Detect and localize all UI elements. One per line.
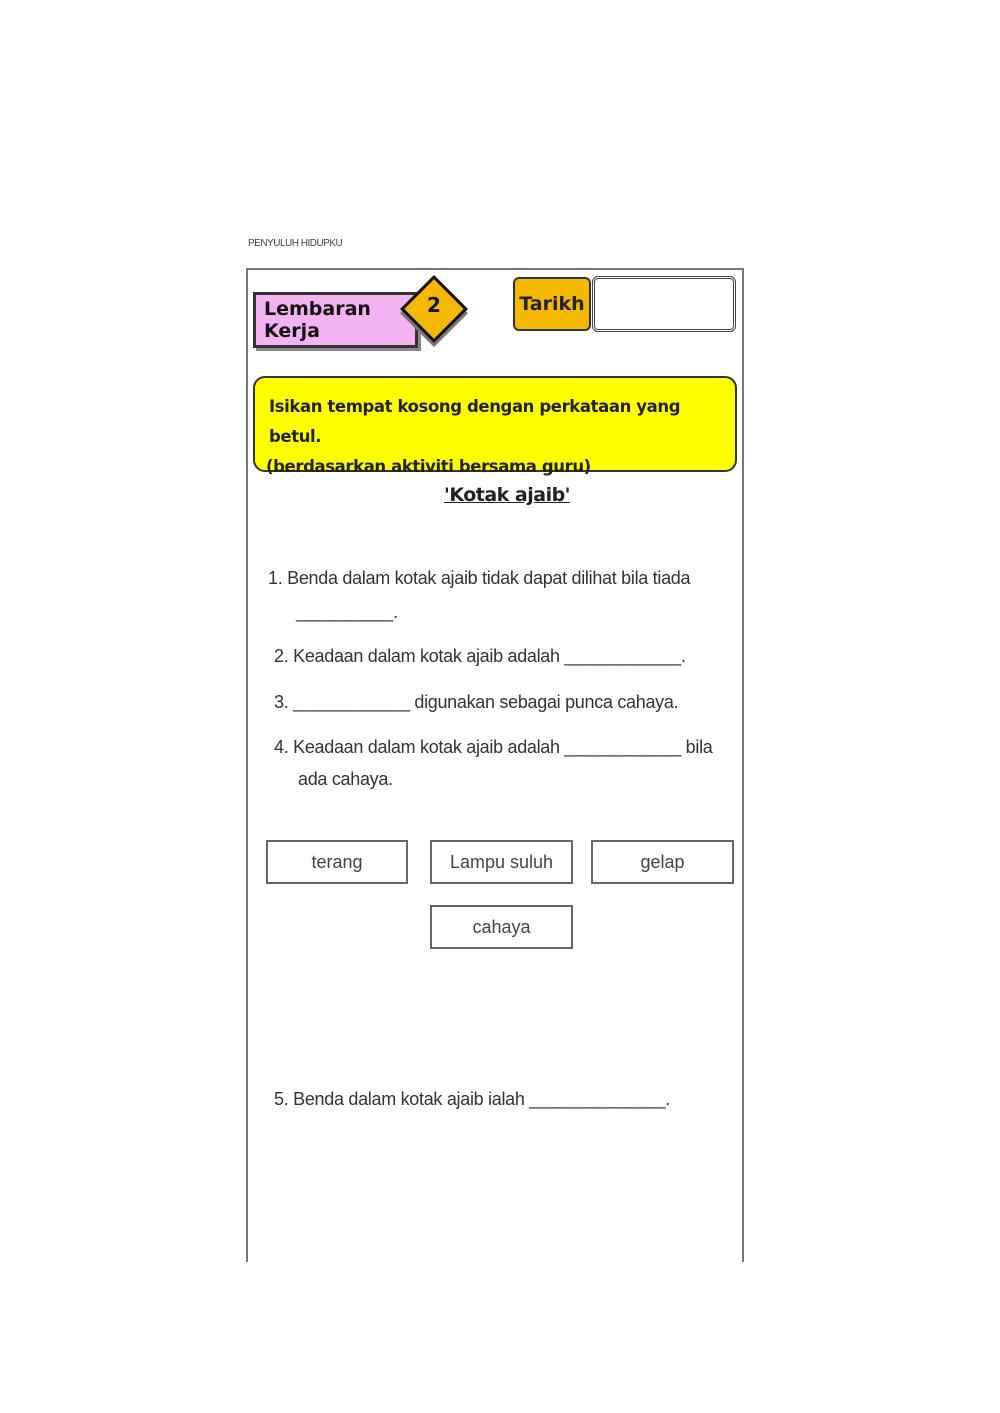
worksheet-number: 2 (427, 293, 441, 317)
word-bank-item[interactable]: cahaya (430, 905, 573, 949)
question-text[interactable]: ____________ digunakan sebagai punca cahaya. (293, 692, 679, 712)
word-bank-item[interactable]: terang (266, 840, 408, 884)
question-2 (274, 640, 686, 672)
question-4 (274, 731, 712, 763)
word-bank-item[interactable]: gelap (591, 840, 734, 884)
question-number: 3. (274, 692, 289, 712)
instruction-line-2: (berdasarkan aktiviti bersama guru) (266, 457, 591, 476)
worksheet-title: Lembaran Kerja (264, 298, 371, 342)
date-label: Tarikh (519, 293, 585, 315)
question-1-line-2[interactable]: __________. (296, 602, 398, 622)
question-text[interactable]: Benda dalam kotak ajaib ialah ______________. (293, 1089, 670, 1109)
question-1 (268, 562, 690, 594)
question-4-line-2: ada cahaya. (298, 769, 393, 789)
question-text: Benda dalam kotak ajaib tidak dapat dilihat bila tiada (287, 568, 691, 588)
instruction-box (253, 376, 737, 476)
topic-title: 'Kotak ajaib' (444, 484, 570, 506)
question-3 (274, 686, 678, 718)
question-text[interactable]: Keadaan dalam kotak ajaib adalah ____________ bila (293, 737, 713, 757)
question-number: 1. (268, 568, 283, 588)
question-text[interactable]: Keadaan dalam kotak ajaib adalah ____________. (293, 646, 686, 666)
question-5 (274, 1083, 670, 1115)
instruction-line-1: Isikan tempat kosong dengan perkataan yang betul. (269, 397, 681, 446)
word-bank-item[interactable]: Lampu suluh (430, 840, 573, 884)
question-number: 2. (274, 646, 289, 666)
worksheet-title-box (253, 292, 418, 348)
question-number: 4. (274, 737, 289, 757)
question-number: 5. (274, 1089, 289, 1109)
date-label-box (513, 277, 591, 331)
date-field[interactable] (592, 276, 736, 332)
header-label: PENYULUH HIDUPKU (248, 238, 343, 249)
